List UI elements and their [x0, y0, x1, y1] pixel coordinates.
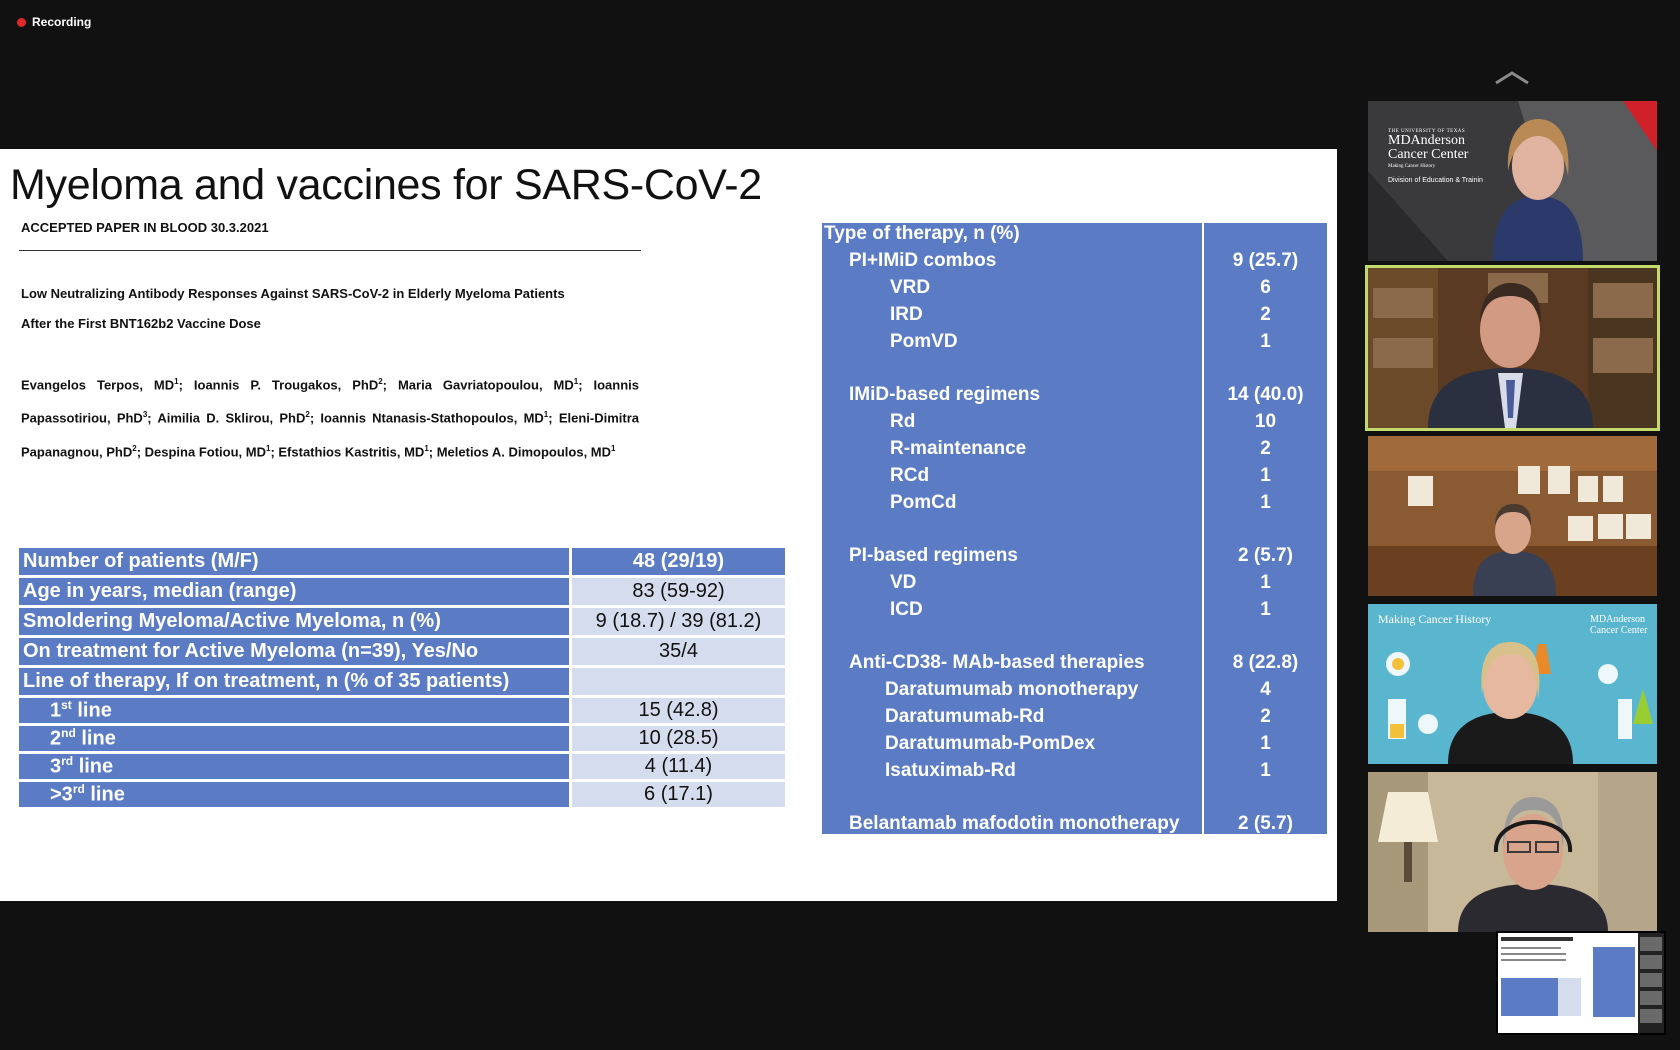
- line-word: line: [77, 699, 112, 722]
- line-word: line: [78, 755, 114, 778]
- row-label: On treatment for Active Myeloma (n=39), Yes/No: [19, 638, 572, 665]
- line-number: 1: [50, 699, 62, 722]
- table-row: [19, 726, 785, 751]
- recording-indicator[interactable]: [17, 13, 91, 31]
- row-value: 48 (29/19): [572, 548, 785, 575]
- author-affiliation: 1: [573, 377, 579, 386]
- therapy-row: [822, 599, 1327, 626]
- line-value: 4 (11.4): [572, 754, 785, 779]
- therapy-label: PomCd: [890, 492, 957, 513]
- participant-tile-5[interactable]: [1368, 772, 1657, 932]
- therapy-value: 14 (40.0): [1227, 384, 1304, 405]
- therapy-value: 2: [1260, 438, 1271, 459]
- author-name: Efstathios Kastritis, MD: [278, 443, 425, 459]
- shared-slide: [0, 149, 1337, 901]
- participant-video-5: [1368, 772, 1657, 932]
- therapy-value: 1: [1260, 733, 1271, 754]
- therapy-header-label: Type of therapy, n (%): [824, 223, 1020, 244]
- line-word: line: [90, 783, 125, 806]
- therapy-label: Isatuximab-Rd: [885, 760, 1016, 781]
- author-name: Despina Fotiou, MD: [144, 443, 266, 459]
- therapy-type-table: [822, 223, 1327, 834]
- author-affiliation: 2: [132, 443, 137, 453]
- line-ordinal: st: [61, 698, 72, 713]
- mdanderson-logo-2: MDAnderson Cancer Center: [1590, 614, 1648, 636]
- author-affiliation: 3: [142, 410, 148, 420]
- therapy-label: Rd: [890, 411, 916, 432]
- therapy-label: VRD: [890, 277, 931, 298]
- table-row: [19, 668, 785, 695]
- row-value: [572, 668, 785, 695]
- author-name: Maria Gavriatopoulou, MD: [397, 377, 574, 393]
- recording-dot-icon: [17, 18, 26, 27]
- therapy-row: [822, 733, 1327, 760]
- line-number: 2: [50, 727, 62, 750]
- line-value: 15 (42.8): [572, 698, 785, 723]
- therapy-label: Daratumumab-PomDex: [885, 733, 1096, 754]
- row-value: 35/4: [572, 638, 785, 665]
- therapy-label: Belantamab mafodotin monotherapy: [849, 813, 1180, 834]
- paper-title-line-1: Low Neutralizing Antibody Responses Against SARS-CoV-2 in Elderly Myeloma Patients: [21, 286, 565, 301]
- participant-video-3: [1368, 436, 1657, 596]
- therapy-value: 9 (25.7): [1232, 250, 1299, 271]
- line-ordinal: rd: [72, 782, 85, 797]
- therapy-label: Daratumumab-Rd: [885, 706, 1045, 727]
- therapy-table-header: [822, 223, 1327, 250]
- therapy-value: 4: [1260, 679, 1271, 700]
- therapy-label: Daratumumab monotherapy: [885, 679, 1139, 700]
- minimized-share-preview[interactable]: [1496, 931, 1666, 1035]
- therapy-value: 1: [1260, 492, 1271, 513]
- author-name: Evangelos Terpos, MD: [21, 377, 175, 393]
- therapy-label: ICD: [890, 599, 923, 620]
- therapy-row: [822, 652, 1327, 679]
- therapy-row: [822, 250, 1327, 277]
- line-label: [19, 754, 572, 779]
- recording-label: Recording: [32, 15, 92, 29]
- author-affiliation: 2: [305, 410, 310, 420]
- therapy-row: [822, 492, 1327, 519]
- line-ordinal: nd: [61, 726, 76, 741]
- participant-tile-4[interactable]: [1368, 604, 1657, 764]
- author-affiliation: 1: [543, 410, 549, 420]
- row-label: Number of patients (M/F): [19, 548, 572, 575]
- divider-line: [19, 250, 641, 251]
- row-label: Age in years, median (range): [19, 578, 572, 605]
- therapy-label: IRD: [890, 304, 923, 325]
- author-name: Ioannis P. Trougakos, PhD: [193, 377, 379, 393]
- table-row: [19, 638, 785, 665]
- line-number: >3: [50, 783, 73, 806]
- participant-tile-1[interactable]: [1368, 101, 1657, 261]
- row-value: 83 (59-92): [572, 578, 785, 605]
- therapy-row: [822, 304, 1327, 331]
- therapy-value: 2: [1260, 706, 1271, 727]
- therapy-row: [822, 706, 1327, 733]
- making-cancer-history-banner: Making Cancer History: [1378, 612, 1492, 626]
- therapy-label: PomVD: [890, 331, 958, 352]
- table-row: [19, 548, 785, 575]
- therapy-row: [822, 679, 1327, 706]
- line-label: [19, 698, 572, 723]
- line-value: 10 (28.5): [572, 726, 785, 751]
- therapy-value: 6: [1260, 277, 1271, 298]
- slide-title: Myeloma and vaccines for SARS-CoV-2: [10, 161, 762, 209]
- therapy-value: 2 (5.7): [1238, 545, 1293, 566]
- author-affiliation: 1: [611, 443, 616, 453]
- line-number: 3: [50, 755, 62, 778]
- patient-characteristics-table: [19, 545, 785, 810]
- author-list: Evangelos Terpos, $MD^1$; Ioannis P. Trougakos, PhD$^2$; Maria Gavriatopoulou, $MD^1$; Ioannis Papassotiriou, PhD$^3$; Aimilia D. Sklirou, PhD$^2$; Ioannis Ntanasis-Stathopoulos, $MD^1$; Eleni-Dimitra Papanagnou, PhD$^2$; Despina Fotiou, $MD^1$; Efstathios Kastritis, $MD^1$; Meletios A. Dimopoulos, $MD^1$: [21, 377, 640, 459]
- share-preview-thumbnail: [1498, 933, 1664, 1033]
- participant-tile-3[interactable]: [1368, 436, 1657, 596]
- line-value: 6 (17.1): [572, 782, 785, 807]
- therapy-value: 8 (22.8): [1232, 652, 1299, 673]
- therapy-label: VD: [890, 572, 917, 593]
- therapy-label: RCd: [890, 465, 930, 486]
- therapy-value: 1: [1260, 599, 1271, 620]
- paper-title-line-2: After the First BNT162b2 Vaccine Dose: [21, 316, 261, 331]
- line-ordinal: rd: [61, 754, 74, 769]
- mdanderson-logo: THE UNIVERSITY OF TEXAS MDAnderson Cancer Center Making Cancer History Division of Education & Trainin: [1388, 129, 1483, 184]
- therapy-value: 2 (5.7): [1238, 813, 1293, 834]
- therapy-value: 10: [1254, 411, 1277, 432]
- row-value: 9 (18.7) / 39 (81.2): [572, 608, 785, 635]
- therapy-label: PI-based regimens: [849, 545, 1018, 566]
- author-name: Ioannis Papassotiriou, PhD: [21, 377, 639, 426]
- therapy-row: [822, 572, 1327, 599]
- table-row: [19, 698, 785, 723]
- therapy-value: 1: [1260, 331, 1271, 352]
- therapy-label: R-maintenance: [890, 438, 1027, 459]
- paper-title: [21, 279, 641, 339]
- line-label: [19, 782, 572, 807]
- therapy-value: 1: [1260, 572, 1271, 593]
- author-affiliation: 1: [174, 377, 179, 386]
- therapy-row: [822, 465, 1327, 492]
- row-label: Smoldering Myeloma/Active Myeloma, n (%): [19, 608, 572, 635]
- author-name: Meletios A. Dimopoulos, MD: [436, 443, 612, 459]
- therapy-label: IMiD-based regimens: [849, 384, 1041, 405]
- author-affiliation: 2: [378, 377, 383, 386]
- row-label: Line of therapy, If on treatment, n (% of 35 patients): [19, 668, 572, 695]
- therapy-label: PI+IMiD combos: [849, 250, 997, 271]
- author-name: Aimilia D. Sklirou, PhD: [157, 410, 306, 426]
- line-word: line: [81, 727, 116, 750]
- therapy-row: [822, 545, 1327, 572]
- participant-video-2: [1368, 268, 1657, 428]
- therapy-row: [822, 331, 1327, 358]
- therapy-value: 2: [1260, 304, 1271, 325]
- therapy-row: [822, 438, 1327, 465]
- table-row: [19, 754, 785, 779]
- author-name: Ioannis Ntanasis-Stathopoulos, MD: [320, 410, 544, 426]
- therapy-label: Anti-CD38- MAb-based therapies: [849, 652, 1145, 673]
- therapy-row: [822, 813, 1327, 840]
- therapy-row: [822, 411, 1327, 438]
- therapy-row: [822, 384, 1327, 411]
- accepted-note: ACCEPTED PAPER IN BLOOD 30.3.2021: [21, 220, 269, 235]
- table-row: [19, 608, 785, 635]
- therapy-row: [822, 277, 1327, 304]
- author-affiliation: 1: [265, 443, 271, 453]
- table-row: [19, 782, 785, 807]
- collapse-chevron-icon[interactable]: [1494, 71, 1530, 85]
- therapy-row: [822, 760, 1327, 787]
- therapy-value: 1: [1260, 760, 1271, 781]
- author-affiliation: 1: [424, 443, 429, 453]
- therapy-value: 1: [1260, 465, 1271, 486]
- participant-tile-2-active-speaker[interactable]: [1368, 268, 1657, 428]
- table-row: [19, 578, 785, 605]
- author-name: Eleni-Dimitra Papanagnou, PhD: [21, 410, 640, 459]
- line-label: [19, 726, 572, 751]
